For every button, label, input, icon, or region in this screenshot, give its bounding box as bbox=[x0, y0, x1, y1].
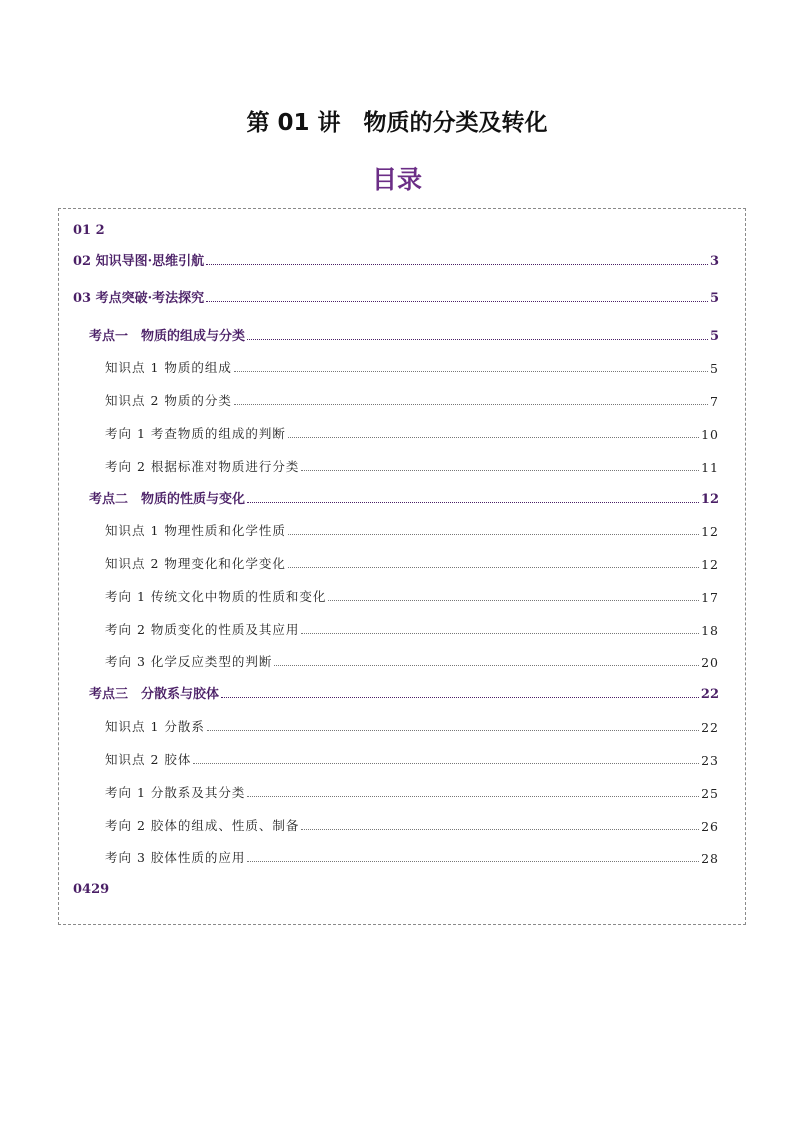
toc-entry-kaoxiang-2-1[interactable] bbox=[105, 583, 719, 605]
toc-entry-label: 02 知识导图·思维引航 bbox=[73, 254, 205, 269]
toc-entry-kaoxiang-2-3[interactable] bbox=[105, 648, 719, 670]
toc-entry-kaodian-3[interactable] bbox=[89, 680, 719, 702]
toc-entry-zhishidian-2-1[interactable] bbox=[105, 517, 719, 539]
dot-leader bbox=[288, 437, 699, 438]
toc-entry-label: 知识点 1 物质的组成 bbox=[105, 360, 232, 375]
toc-entry-page: 28 bbox=[701, 851, 719, 866]
toc-entry-label: 考点三 分散系与胶体 bbox=[89, 687, 220, 702]
toc-entry-label: 考向 3 化学反应类型的判断 bbox=[105, 654, 273, 669]
dot-leader bbox=[234, 371, 708, 372]
dot-leader bbox=[301, 633, 699, 634]
dot-leader bbox=[288, 534, 699, 535]
dot-leader bbox=[301, 470, 699, 471]
toc-entry-03[interactable] bbox=[73, 284, 719, 306]
toc-entry-label: 0429 bbox=[73, 882, 110, 897]
toc-entry-01[interactable] bbox=[73, 216, 105, 238]
dot-leader bbox=[207, 730, 699, 731]
dot-leader bbox=[301, 829, 699, 830]
toc-entry-kaoxiang-1-1[interactable] bbox=[105, 420, 719, 442]
dot-leader bbox=[247, 339, 708, 340]
toc-entry-page: 11 bbox=[701, 460, 719, 475]
toc-entry-label: 考向 1 传统文化中物质的性质和变化 bbox=[105, 589, 327, 604]
dot-leader bbox=[247, 861, 699, 862]
dot-leader bbox=[206, 264, 708, 265]
toc-entry-page: 22 bbox=[701, 720, 719, 735]
dot-leader bbox=[247, 796, 699, 797]
toc-entry-label: 考点二 物质的性质与变化 bbox=[89, 492, 246, 507]
toc-entry-page: 25 bbox=[701, 786, 719, 801]
toc-entry-label: 03 考点突破·考法探究 bbox=[73, 291, 205, 306]
table-of-contents bbox=[58, 208, 746, 925]
toc-entry-label: 考向 1 考查物质的组成的判断 bbox=[105, 426, 286, 441]
toc-entry-02[interactable] bbox=[73, 247, 719, 269]
toc-entry-zhishidian-1-2[interactable] bbox=[105, 387, 719, 409]
toc-entry-page: 17 bbox=[701, 590, 719, 605]
toc-entry-page: 26 bbox=[701, 819, 719, 834]
toc-entry-label: 考向 1 分散系及其分类 bbox=[105, 785, 246, 800]
toc-entry-zhishidian-1-1[interactable] bbox=[105, 354, 719, 376]
toc-entry-page: 5 bbox=[710, 361, 719, 376]
toc-entry-page: 12 bbox=[701, 557, 719, 572]
toc-entry-label: 知识点 2 物质的分类 bbox=[105, 393, 232, 408]
dot-leader bbox=[328, 600, 699, 601]
toc-entry-kaodian-2[interactable] bbox=[89, 485, 719, 507]
toc-entry-kaoxiang-1-2[interactable] bbox=[105, 453, 719, 475]
toc-heading: 目录 bbox=[371, 165, 422, 194]
toc-entry-page: 3 bbox=[709, 254, 719, 269]
toc-entry-kaodian-1[interactable] bbox=[89, 322, 719, 344]
toc-entry-label: 考向 2 根据标准对物质进行分类 bbox=[105, 459, 300, 474]
toc-entry-zhishidian-3-1[interactable] bbox=[105, 713, 719, 735]
toc-entry-page: 20 bbox=[701, 655, 719, 670]
toc-entry-page: 12 bbox=[700, 492, 719, 507]
dot-leader bbox=[288, 567, 699, 568]
toc-entry-label: 考向 2 胶体的组成、性质、制备 bbox=[105, 818, 300, 833]
toc-entry-page: 12 bbox=[701, 524, 719, 539]
toc-entry-page: 23 bbox=[701, 753, 719, 768]
toc-entry-label: 考点一 物质的组成与分类 bbox=[89, 329, 246, 344]
toc-entry-zhishidian-2-2[interactable] bbox=[105, 550, 719, 572]
toc-entry-kaoxiang-3-3[interactable] bbox=[105, 844, 719, 866]
page-title: 第 01 讲 物质的分类及转化 bbox=[246, 110, 548, 136]
dot-leader bbox=[221, 697, 699, 698]
toc-entry-kaoxiang-2-2[interactable] bbox=[105, 616, 719, 638]
toc-entry-page: 10 bbox=[701, 427, 719, 442]
toc-entry-page: 7 bbox=[710, 394, 719, 409]
toc-entry-kaoxiang-3-2[interactable] bbox=[105, 812, 719, 834]
toc-entry-kaoxiang-3-1[interactable] bbox=[105, 779, 719, 801]
toc-entry-page: 18 bbox=[701, 623, 719, 638]
toc-entry-label: 考向 3 胶体性质的应用 bbox=[105, 850, 246, 865]
toc-entry-zhishidian-3-2[interactable] bbox=[105, 746, 719, 768]
toc-entry-label: 01 2 bbox=[73, 223, 105, 238]
toc-entry-page: 5 bbox=[709, 291, 719, 306]
dot-leader bbox=[247, 502, 699, 503]
dot-leader bbox=[206, 301, 708, 302]
toc-entry-label: 考向 2 物质变化的性质及其应用 bbox=[105, 622, 300, 637]
toc-entry-label: 知识点 2 物理变化和化学变化 bbox=[105, 556, 286, 571]
toc-entry-page: 5 bbox=[709, 329, 719, 344]
dot-leader bbox=[234, 404, 708, 405]
toc-entry-page: 22 bbox=[700, 687, 719, 702]
dot-leader bbox=[193, 763, 699, 764]
toc-entry-04[interactable] bbox=[73, 875, 109, 897]
toc-entry-label: 知识点 1 分散系 bbox=[105, 719, 205, 734]
dot-leader bbox=[274, 665, 699, 666]
toc-entry-label: 知识点 1 物理性质和化学性质 bbox=[105, 523, 286, 538]
toc-entry-label: 知识点 2 胶体 bbox=[105, 752, 192, 767]
